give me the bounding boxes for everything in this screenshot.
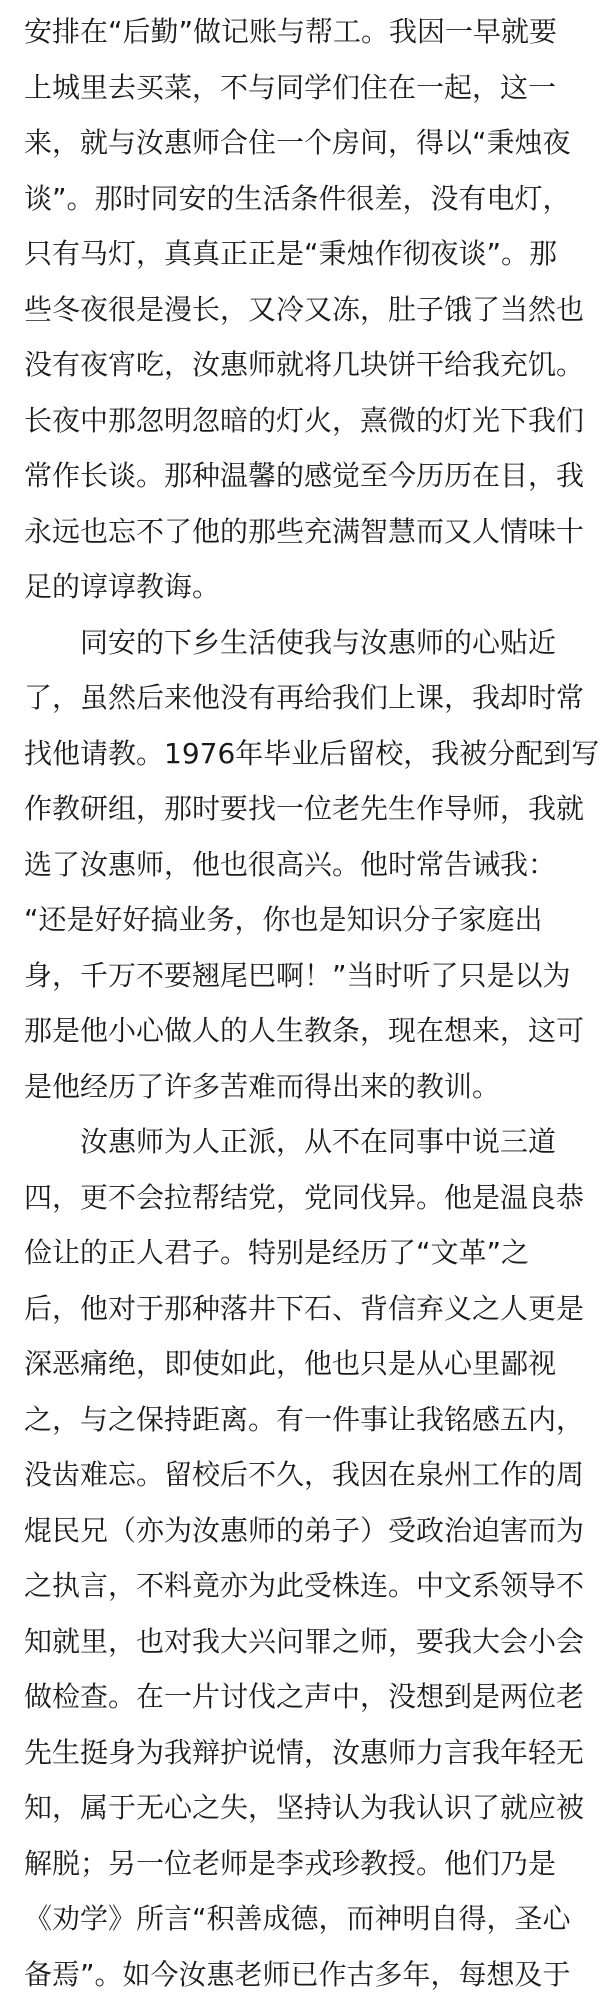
paragraph-1 xyxy=(24,4,584,615)
text-line: 上城里去买菜，不与同学们住在一起，这一 xyxy=(24,60,584,116)
text-line: 备焉”。如今汝惠老师已作古多年，每想及于 xyxy=(24,1947,584,2002)
text-line: 选了汝惠师，他也很高兴。他时常告诫我： xyxy=(24,837,584,893)
text-line: 些冬夜很是漫长，又冷又冻，肚子饿了当然也 xyxy=(24,282,584,338)
paragraph-2 xyxy=(24,615,584,1115)
text-line: 身，千万不要翘尾巴啊！”当时听了只是以为 xyxy=(24,948,584,1004)
text-line: 是他经历了许多苦难而得出来的教训。 xyxy=(24,1059,584,1115)
text-line: 谈”。那时同安的生活条件很差，没有电灯， xyxy=(24,171,584,227)
text-line: 四，更不会拉帮结党，党同伐异。他是温良恭 xyxy=(24,1170,584,1226)
text-line: 做检查。在一片讨伐之声中，没想到是两位老 xyxy=(24,1669,584,1725)
text-line: 没齿难忘。留校后不久，我因在泉州工作的周 xyxy=(24,1447,584,1503)
text-line: 常作长谈。那种温馨的感觉至今历历在目，我 xyxy=(24,448,584,504)
text-line: 作教研组，那时要找一位老先生作导师，我就 xyxy=(24,781,584,837)
text-line: 汝惠师为人正派，从不在同事中说三道 xyxy=(24,1114,584,1170)
text-line: 深恶痛绝，即使如此，他也只是从心里鄙视 xyxy=(24,1336,584,1392)
text-line: 足的谆谆教诲。 xyxy=(24,559,584,615)
text-line: 之执言，不料竟亦为此受株连。中文系领导不 xyxy=(24,1558,584,1614)
text-line: 来，就与汝惠师合住一个房间，得以“秉烛夜 xyxy=(24,115,584,171)
text-line: 同安的下乡生活使我与汝惠师的心贴近 xyxy=(24,615,584,671)
text-line: 找他请教。1976年毕业后留校，我被分配到写 xyxy=(24,726,584,782)
text-line: 知就里，也对我大兴问罪之师，要我大会小会 xyxy=(24,1614,584,1670)
article-body xyxy=(24,4,584,2002)
text-line: 焜民兄（亦为汝惠师的弟子）受政治迫害而为 xyxy=(24,1503,584,1559)
text-line: 长夜中那忽明忽暗的灯火，熹微的灯光下我们 xyxy=(24,393,584,449)
text-line: 《劝学》所言“积善成德，而神明自得，圣心 xyxy=(24,1891,584,1947)
text-line: “还是好好搞业务，你也是知识分子家庭出 xyxy=(24,892,584,948)
text-line: 了，虽然后来他没有再给我们上课，我却时常 xyxy=(24,670,584,726)
text-line: 那是他小心做人的人生教条，现在想来，这可 xyxy=(24,1003,584,1059)
text-line: 永远也忘不了他的那些充满智慧而又人情味十 xyxy=(24,504,584,560)
text-line: 安排在“后勤”做记账与帮工。我因一早就要 xyxy=(24,4,584,60)
text-line: 没有夜宵吃，汝惠师就将几块饼干给我充饥。 xyxy=(24,337,584,393)
text-line: 之，与之保持距离。有一件事让我铭感五内， xyxy=(24,1392,584,1448)
text-line: 俭让的正人君子。特别是经历了“文革”之 xyxy=(24,1225,584,1281)
text-line: 解脱；另一位老师是李戎珍教授。他们乃是 xyxy=(24,1836,584,1892)
text-line: 先生挺身为我辩护说情，汝惠师力言我年轻无 xyxy=(24,1725,584,1781)
paragraph-3 xyxy=(24,1114,584,2002)
text-line: 只有马灯，真真正正是“秉烛作彻夜谈”。那 xyxy=(24,226,584,282)
text-line: 后，他对于那种落井下石、背信弃义之人更是 xyxy=(24,1281,584,1337)
text-line: 知，属于无心之失，坚持认为我认识了就应被 xyxy=(24,1780,584,1836)
